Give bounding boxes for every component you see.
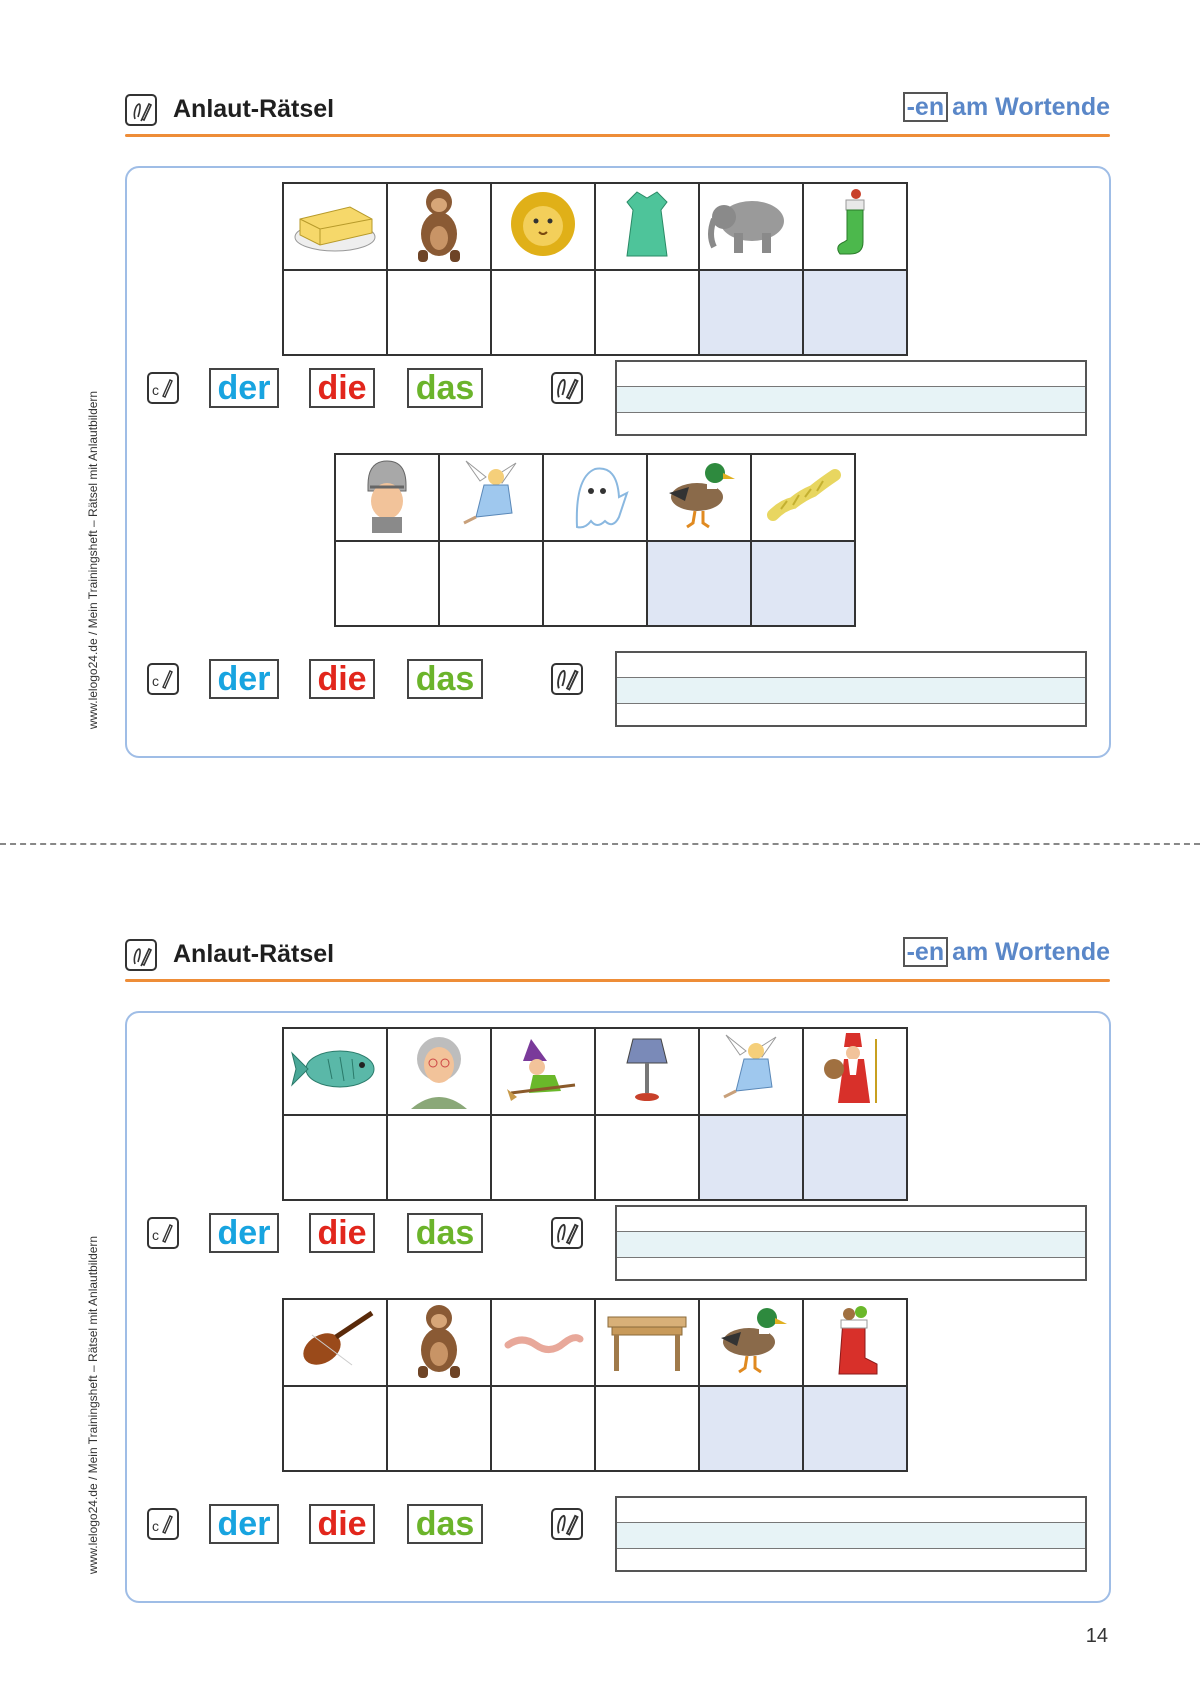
side-source-text: www.lelogo24.de / Mein Trainingsheft – Rätsel mit Anlautbildern xyxy=(86,1235,100,1575)
answer-cell[interactable] xyxy=(595,1115,699,1200)
puzzle-grid-2 xyxy=(334,453,856,627)
worksheet-header xyxy=(125,90,1110,138)
angel-picture xyxy=(699,1028,803,1115)
pencil-hand-icon xyxy=(551,1217,583,1249)
writing-lines[interactable] xyxy=(615,1205,1087,1281)
angel-picture xyxy=(439,454,543,541)
pencil-hand-icon xyxy=(551,1508,583,1540)
answer-cell[interactable] xyxy=(387,1386,491,1471)
worm-picture xyxy=(491,1299,595,1386)
grandmother-picture xyxy=(387,1028,491,1115)
worksheet-bottom xyxy=(0,845,1200,1605)
answer-cell-shaded[interactable] xyxy=(803,270,907,355)
knight-picture xyxy=(335,454,439,541)
writing-midline xyxy=(617,677,1085,704)
svg-text:c: c xyxy=(152,382,159,398)
santa-picture xyxy=(803,1028,907,1115)
article-der[interactable]: der xyxy=(209,1213,279,1253)
svg-text:c: c xyxy=(152,1227,159,1243)
svg-text:c: c xyxy=(152,673,159,689)
article-row-2 xyxy=(147,651,1087,711)
article-row-1 xyxy=(147,360,1087,420)
article-die[interactable]: die xyxy=(309,368,375,408)
duck-picture xyxy=(647,454,751,541)
answer-cell[interactable] xyxy=(491,1386,595,1471)
article-das[interactable]: das xyxy=(407,1213,483,1253)
answer-cell[interactable] xyxy=(283,270,387,355)
answer-cell[interactable] xyxy=(283,1115,387,1200)
writing-lines[interactable] xyxy=(615,651,1087,727)
table-picture xyxy=(595,1299,699,1386)
puzzle-panel xyxy=(125,166,1111,758)
noodle-picture xyxy=(751,454,855,541)
pencil-hand-icon xyxy=(551,663,583,695)
writing-lines[interactable] xyxy=(615,1496,1087,1572)
header-topic xyxy=(903,92,1110,122)
article-row-4 xyxy=(147,1496,1087,1556)
page-title: Anlaut-Rätsel xyxy=(173,95,335,123)
butter-picture xyxy=(283,183,387,270)
header-topic-text: am Wortende xyxy=(952,93,1110,121)
answer-cell-shaded[interactable] xyxy=(699,1386,803,1471)
answer-cell[interactable] xyxy=(283,1386,387,1471)
answer-cell[interactable] xyxy=(595,270,699,355)
lion-picture xyxy=(491,183,595,270)
witch-picture xyxy=(491,1028,595,1115)
monkey-picture xyxy=(387,1299,491,1386)
article-das[interactable]: das xyxy=(407,368,483,408)
article-der[interactable]: der xyxy=(209,1504,279,1544)
header-topic xyxy=(903,937,1110,967)
lamp-picture xyxy=(595,1028,699,1115)
page-title: Anlaut-Rätsel xyxy=(173,940,335,968)
fish-picture xyxy=(283,1028,387,1115)
suffix-box: -en xyxy=(903,92,949,122)
answer-cell[interactable] xyxy=(387,270,491,355)
puzzle-grid-4 xyxy=(282,1298,908,1472)
puzzle-grid-3 xyxy=(282,1027,908,1201)
pencil-hand-icon xyxy=(125,94,157,126)
check-pencil-icon xyxy=(147,1217,179,1249)
article-das[interactable]: das xyxy=(407,1504,483,1544)
writing-midline xyxy=(617,386,1085,413)
pencil-hand-icon xyxy=(551,372,583,404)
duck-picture xyxy=(699,1299,803,1386)
article-der[interactable]: der xyxy=(209,659,279,699)
stocking-picture xyxy=(803,183,907,270)
header-underline xyxy=(125,979,1110,982)
check-pencil-icon xyxy=(147,663,179,695)
article-die[interactable]: die xyxy=(309,1213,375,1253)
puzzle-panel xyxy=(125,1011,1111,1603)
writing-midline xyxy=(617,1522,1085,1549)
worksheet-top xyxy=(0,0,1200,760)
article-das[interactable]: das xyxy=(407,659,483,699)
puzzle-grid-1 xyxy=(282,182,908,356)
writing-midline xyxy=(617,1231,1085,1258)
answer-cell[interactable] xyxy=(335,541,439,626)
answer-cell-shaded[interactable] xyxy=(699,270,803,355)
header-topic-text: am Wortende xyxy=(952,938,1110,966)
answer-cell-shaded[interactable] xyxy=(751,541,855,626)
svg-text:c: c xyxy=(152,1518,159,1534)
suffix-box: -en xyxy=(903,937,949,967)
answer-cell[interactable] xyxy=(491,270,595,355)
article-die[interactable]: die xyxy=(309,659,375,699)
side-source-text: www.lelogo24.de / Mein Trainingsheft – Rätsel mit Anlautbildern xyxy=(86,390,100,730)
answer-cell[interactable] xyxy=(543,541,647,626)
ghost-picture xyxy=(543,454,647,541)
elephant-picture xyxy=(699,183,803,270)
article-der[interactable]: der xyxy=(209,368,279,408)
header-underline xyxy=(125,134,1110,137)
check-pencil-icon xyxy=(147,372,179,404)
article-row-3 xyxy=(147,1205,1087,1265)
pencil-hand-icon xyxy=(125,939,157,971)
page-number: 14 xyxy=(1085,1625,1108,1647)
answer-cell-shaded[interactable] xyxy=(803,1115,907,1200)
check-pencil-icon xyxy=(147,1508,179,1540)
boot-picture xyxy=(803,1299,907,1386)
article-die[interactable]: die xyxy=(309,1504,375,1544)
dress-picture xyxy=(595,183,699,270)
answer-cell-shaded[interactable] xyxy=(647,541,751,626)
answer-cell[interactable] xyxy=(387,1115,491,1200)
writing-lines[interactable] xyxy=(615,360,1087,436)
worksheet-header xyxy=(125,935,1110,983)
violin-picture xyxy=(283,1299,387,1386)
answer-cell-shaded[interactable] xyxy=(699,1115,803,1200)
answer-cell[interactable] xyxy=(595,1386,699,1471)
monkey-picture xyxy=(387,183,491,270)
answer-cell-shaded[interactable] xyxy=(803,1386,907,1471)
answer-cell[interactable] xyxy=(439,541,543,626)
answer-cell[interactable] xyxy=(491,1115,595,1200)
